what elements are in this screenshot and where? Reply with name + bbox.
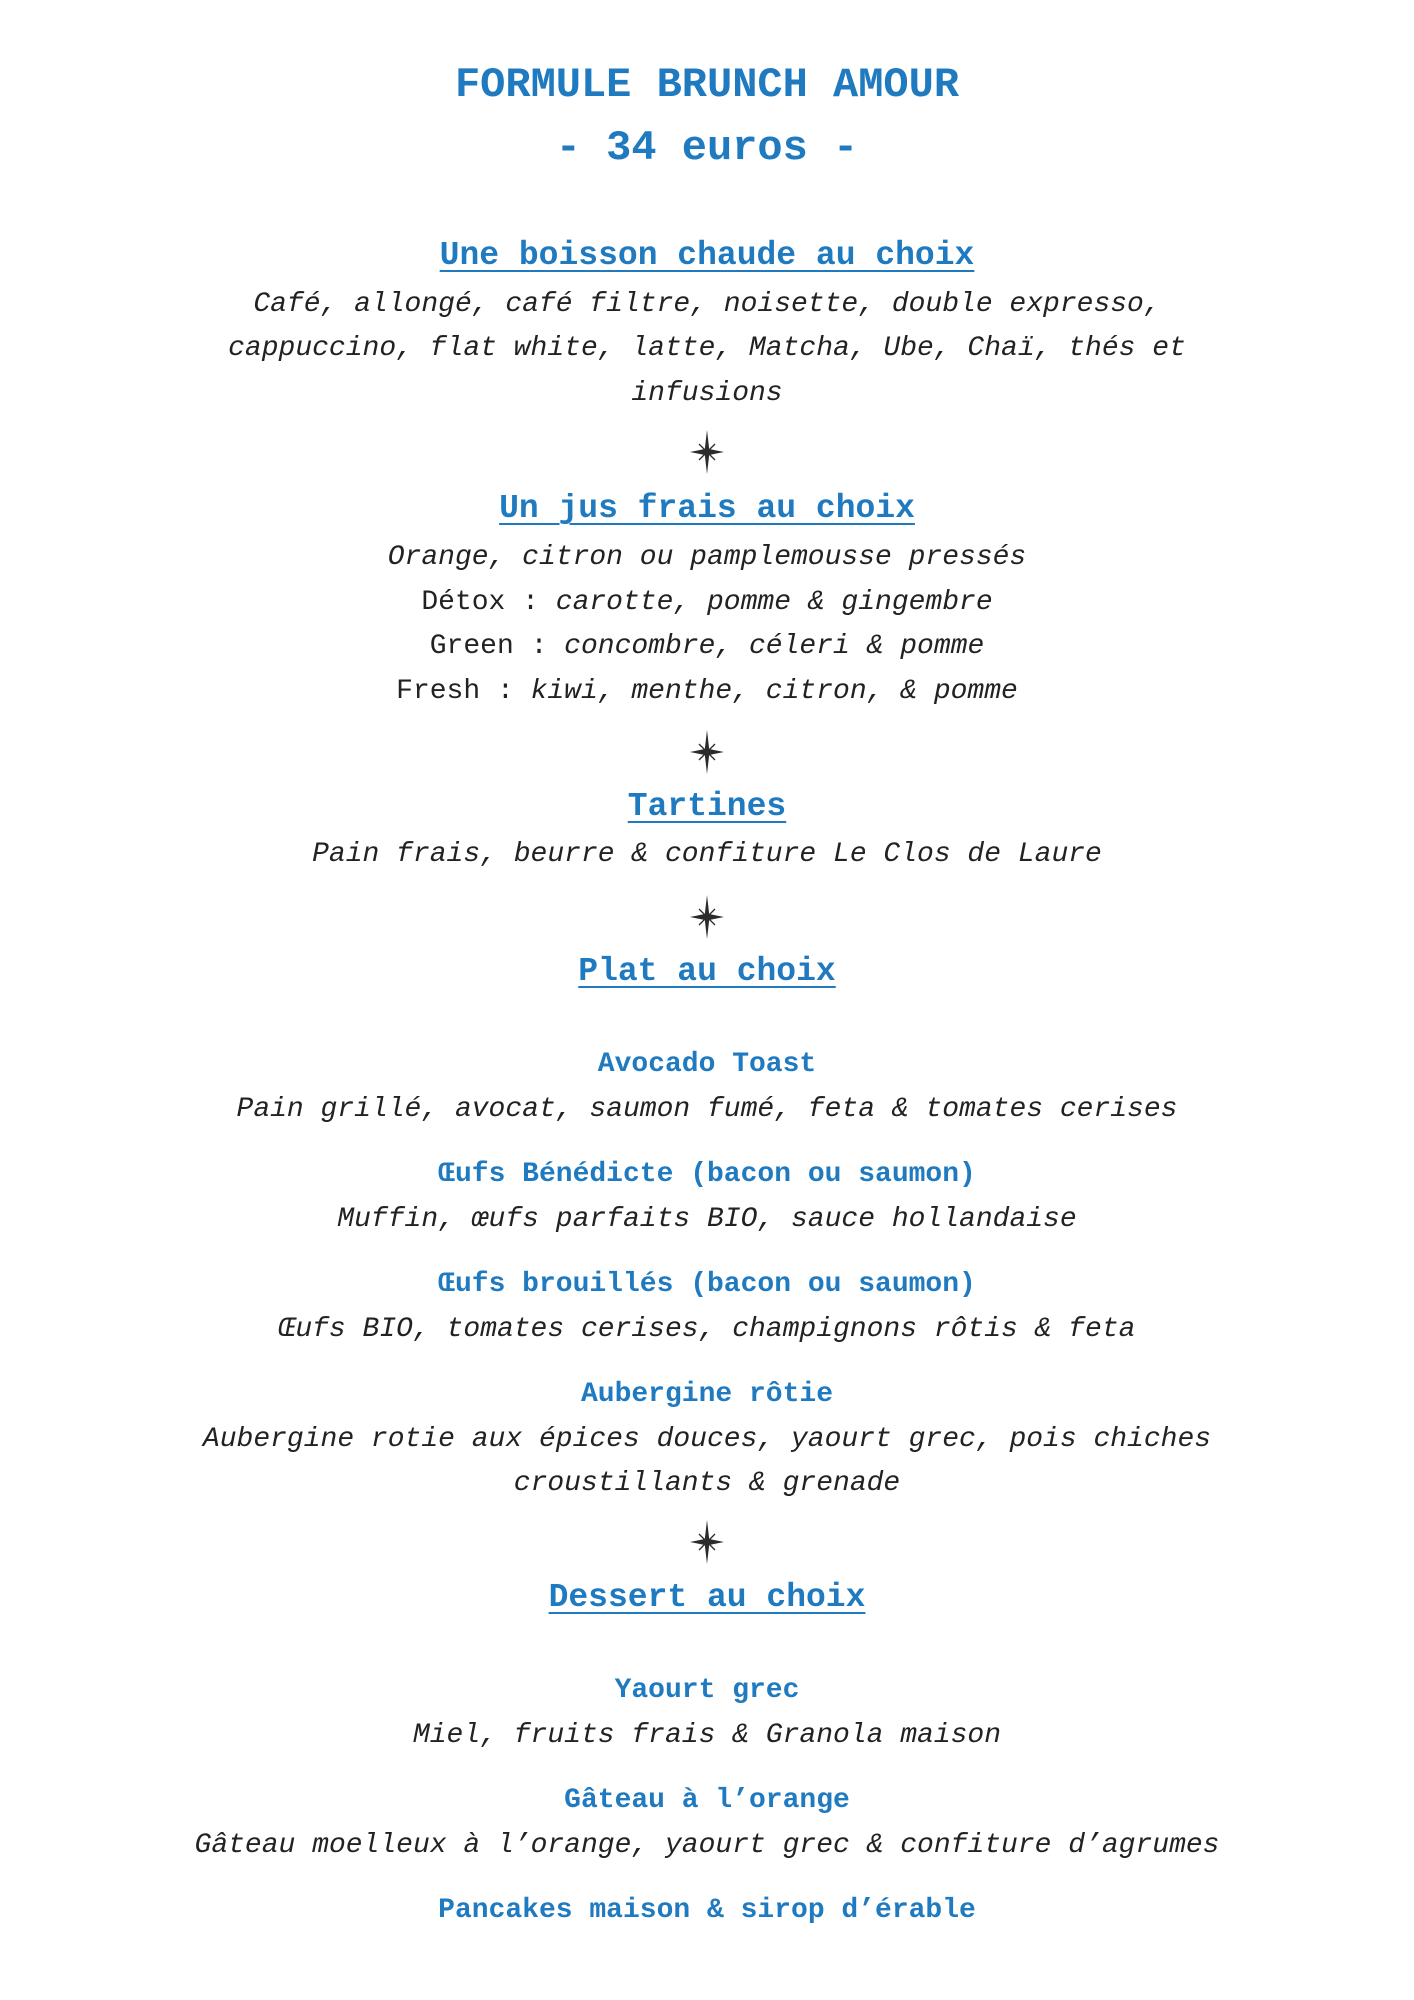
section-heading-main: Plat au choix	[578, 953, 836, 990]
juice-label: Fresh :	[396, 676, 531, 707]
four-point-star-icon	[688, 428, 726, 476]
four-point-star-icon	[688, 728, 726, 776]
dish-description: Pain grillé, avocat, saumon fumé, feta & tomates cerises	[236, 1094, 1178, 1125]
dessert-description: Gâteau moelleux à l’orange, yaourt grec & confiture d’agrumes	[194, 1830, 1220, 1861]
dish-name: Avocado Toast	[597, 1049, 817, 1080]
section-heading-tartines: Tartines	[627, 788, 787, 825]
section-heading-juice: Un jus frais au choix	[499, 490, 915, 527]
hot-drink-line: cappuccino, flat white, latte, Matcha, Ube, Chaï, thés et	[228, 333, 1186, 364]
juice-ingredients: concombre, céleri & pomme	[564, 631, 985, 662]
juice-ingredients: kiwi, menthe, citron, & pomme	[530, 676, 1018, 707]
dish-description: Œufs BIO, tomates cerises, champignons rôtis & feta	[278, 1314, 1136, 1345]
dessert-name: Yaourt grec	[614, 1675, 800, 1706]
menu-title: FORMULE BRUNCH AMOUR	[454, 61, 960, 109]
dessert-name: Gâteau à l’orange	[564, 1785, 850, 1816]
four-point-star-icon	[688, 893, 726, 941]
juice-line	[0, 674, 1414, 710]
menu-price: - 34 euros -	[555, 124, 859, 172]
tartines-line: Pain frais, beurre & confiture Le Clos de Laure	[312, 839, 1102, 870]
juice-line	[0, 629, 1414, 665]
dish-description: Aubergine rotie aux épices douces, yaourt grec, pois chiches	[202, 1424, 1212, 1455]
dish-name: Œufs Bénédicte (bacon ou saumon)	[438, 1159, 976, 1190]
juice-label: Green :	[429, 631, 565, 662]
dessert-name: Pancakes maison & sirop d’érable	[438, 1895, 976, 1926]
juice-label: Détox :	[421, 587, 556, 618]
dish-name: Aubergine rôtie	[580, 1379, 834, 1410]
dish-description: Muffin, œufs parfaits BIO, sauce hollandaise	[337, 1204, 1077, 1235]
juice-ingredients: carotte, pomme & gingembre	[555, 587, 993, 618]
hot-drink-line: Café, allongé, café filtre, noisette, double expresso,	[253, 289, 1161, 320]
juice-line: Orange, citron ou pamplemousse pressés	[387, 542, 1027, 573]
dish-name: Œufs brouillés (bacon ou saumon)	[438, 1269, 976, 1300]
section-heading-dessert: Dessert au choix	[548, 1579, 866, 1616]
dessert-description: Miel, fruits frais & Granola maison	[412, 1720, 1002, 1751]
hot-drink-line: infusions	[631, 378, 783, 409]
section-heading-hot-drink: Une boisson chaude au choix	[439, 237, 975, 274]
juice-line	[0, 585, 1414, 621]
dish-description: croustillants & grenade	[513, 1468, 901, 1499]
four-point-star-icon	[688, 1518, 726, 1566]
